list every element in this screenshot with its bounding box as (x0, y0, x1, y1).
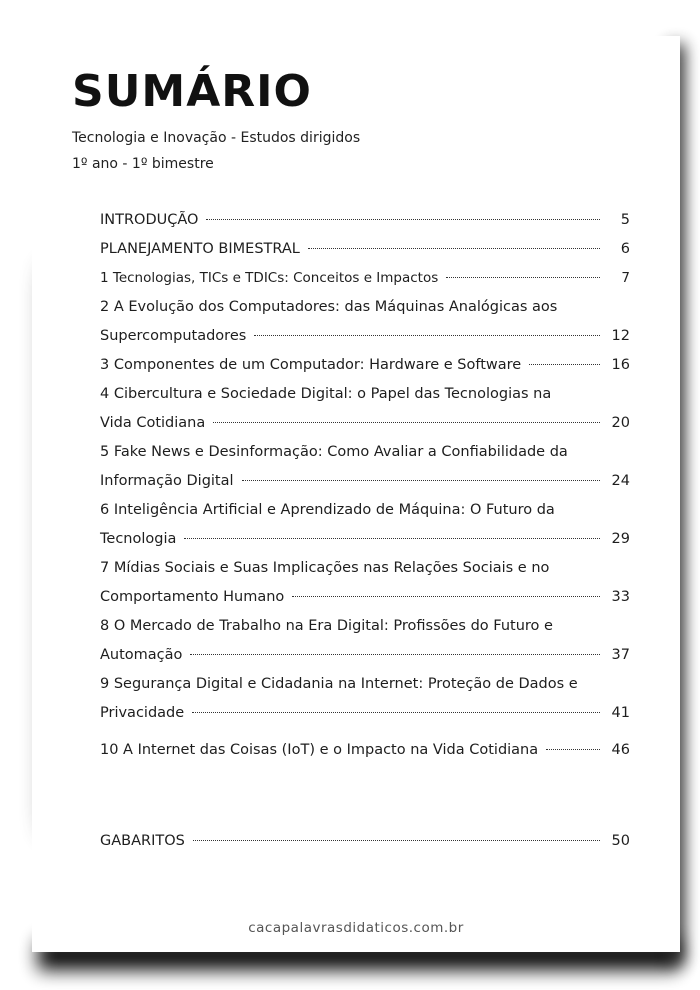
toc-entry-title: 1 Tecnologias, TICs e TDICs: Conceitos e Impactos (100, 270, 439, 286)
toc-entry-4[interactable] (100, 380, 630, 438)
toc-entry-title-cont: Privacidade (100, 705, 185, 721)
toc-page-number: 50 (611, 833, 630, 849)
toc-entry-title: 10 A Internet das Coisas (IoT) e o Impacto na Vida Cotidiana (100, 742, 539, 758)
dot-leader (213, 422, 600, 423)
toc-page-number: 33 (611, 589, 630, 605)
toc-entry-9[interactable] (100, 670, 630, 728)
toc-entry-title: 7 Mídias Sociais e Suas Implicações nas Relações Sociais e no (100, 560, 550, 576)
toc-entry-introducao[interactable] (100, 206, 630, 235)
toc-entry-title-cont: Comportamento Humano (100, 589, 285, 605)
subtitle-grade: 1º ano - 1º bimestre (72, 156, 214, 172)
dot-leader (192, 712, 600, 713)
toc-entry-title: 8 O Mercado de Trabalho na Era Digital: Profissões do Futuro e (100, 618, 553, 634)
toc-entry-2[interactable] (100, 293, 630, 351)
dot-leader (308, 248, 600, 249)
toc-page-number: 41 (611, 705, 630, 721)
toc-page-number: 37 (611, 647, 630, 663)
toc-page-number: 5 (620, 212, 630, 228)
toc-page-number: 20 (611, 415, 630, 431)
website-footer[interactable]: cacapalavrasdidaticos.com.br (248, 920, 464, 936)
dot-leader (190, 654, 600, 655)
page-title: SUMÁRIO (72, 66, 312, 117)
toc-entry-7[interactable] (100, 554, 630, 612)
toc-entry-title: GABARITOS (100, 833, 185, 849)
toc-entry-3[interactable] (100, 351, 630, 380)
subtitle-course: Tecnologia e Inovação - Estudos dirigidos (72, 130, 361, 146)
dot-leader (546, 749, 600, 750)
dot-leader (529, 364, 600, 365)
document-page (32, 36, 680, 952)
toc-entry-title: 4 Cibercultura e Sociedade Digital: o Papel das Tecnologias na (100, 386, 552, 402)
toc-entry-6[interactable] (100, 496, 630, 554)
toc-page-number: 24 (611, 473, 630, 489)
toc-page-number: 29 (611, 531, 630, 547)
toc-entry-title: 6 Inteligência Artificial e Aprendizado de Máquina: O Futuro da (100, 502, 555, 518)
toc-page-number: 6 (620, 241, 630, 257)
toc-entry-8[interactable] (100, 612, 630, 670)
dot-leader (242, 480, 600, 481)
toc-entry-planejamento[interactable] (100, 235, 630, 264)
toc-entry-title-cont: Supercomputadores (100, 328, 247, 344)
dot-leader (446, 277, 600, 278)
toc-page-number: 46 (611, 742, 630, 758)
toc-entry-title: 5 Fake News e Desinformação: Como Avaliar a Confiabilidade da (100, 444, 568, 460)
toc-entry-5[interactable] (100, 438, 630, 496)
dot-leader (184, 538, 600, 539)
toc-entry-gabaritos[interactable] (100, 827, 630, 856)
toc-entry-title: 3 Componentes de um Computador: Hardware e Software (100, 357, 522, 373)
toc-entry-title: INTRODUÇÃO (100, 212, 199, 228)
toc-entry-title: PLANEJAMENTO BIMESTRAL (100, 241, 300, 257)
toc-entry-title-cont: Vida Cotidiana (100, 415, 206, 431)
toc-entry-title-cont: Informação Digital (100, 473, 234, 489)
toc-page-number: 12 (611, 328, 630, 344)
toc-entry-title-cont: Tecnologia (100, 531, 177, 547)
table-of-contents (100, 206, 630, 856)
dot-leader (254, 335, 600, 336)
toc-page-number: 7 (621, 270, 630, 286)
toc-entry-title-cont: Automação (100, 647, 183, 663)
toc-entry-title: 2 A Evolução dos Computadores: das Máquinas Analógicas aos (100, 299, 558, 315)
toc-entry-1[interactable] (100, 264, 630, 293)
toc-entry-title: 9 Segurança Digital e Cidadania na Internet: Proteção de Dados e (100, 676, 578, 692)
toc-entry-10[interactable] (100, 736, 630, 765)
dot-leader (193, 840, 600, 841)
toc-page-number: 16 (611, 357, 630, 373)
dot-leader (206, 219, 600, 220)
dot-leader (292, 596, 600, 597)
